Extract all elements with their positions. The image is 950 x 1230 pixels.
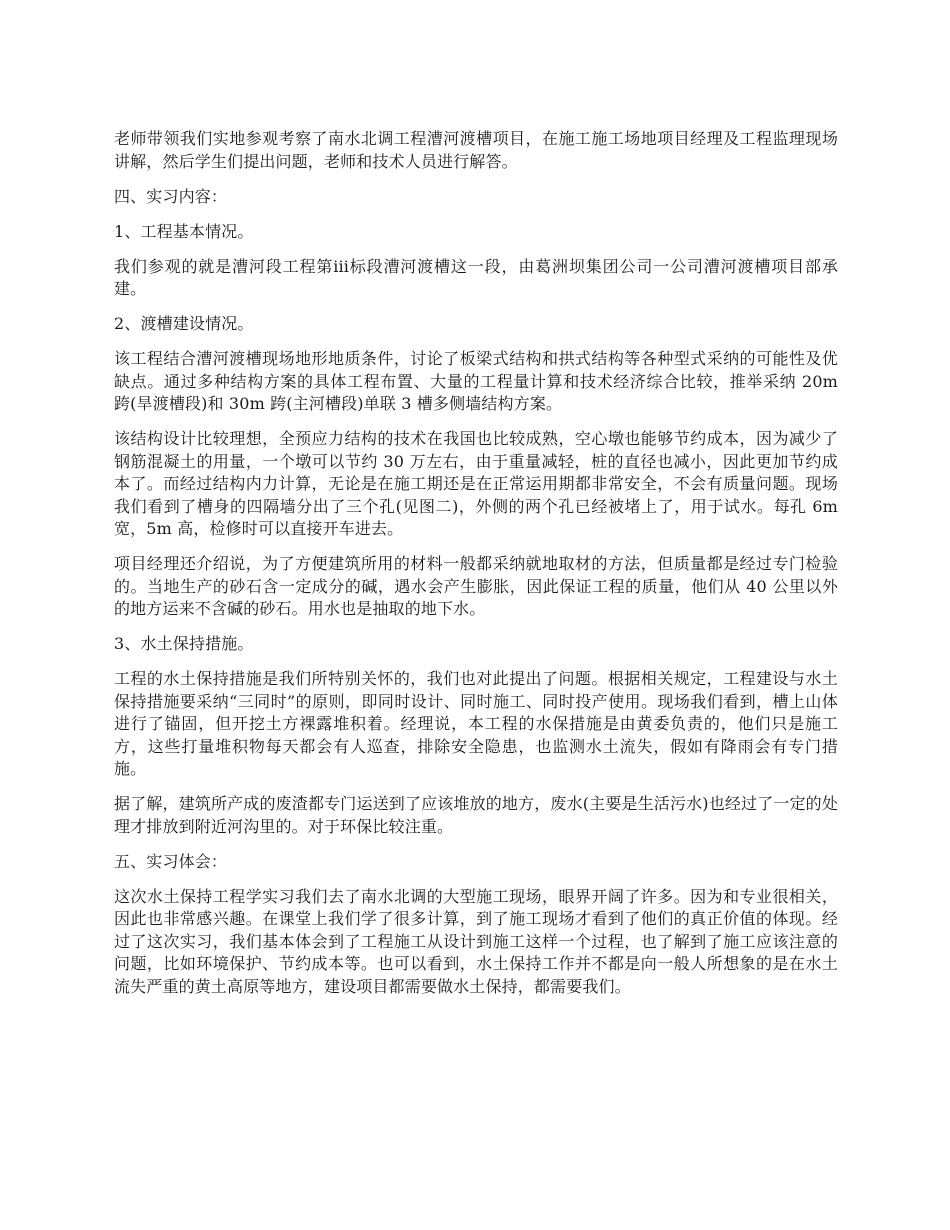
subheading-soil-conservation: 3、水土保持措施。 xyxy=(114,634,254,653)
document-body xyxy=(114,128,838,1011)
paragraph-structure-design: 该结构设计比较理想，全预应力结构的技术在我国也比较成熟，空心墩也能够节约成本，因为减少了钢筋混凝土的用量，一个墩可以节约 30 万左右，由于重量减轻，桩的直径也减小，因此更加节约成本了。而经过结构内力计算，无论是在施工期还是在正常运用期都非常安全，不会有质量问题。现场我们看到了槽身的四隔墙分出了三个孔(见图二)，外侧的两个孔已经被堵上了，用于试水。每孔 6m 宽，5m 高，检修时可以直接开车进去。 xyxy=(114,429,838,538)
paragraph-waste-handling: 据了解，建筑所产成的废渣都专门运送到了应该堆放的地方，废水(主要是生活污水)也经过了一定的处理才排放到附近河沟里的。对于环保比较注重。 xyxy=(114,794,838,836)
paragraph-materials: 项目经理还介绍说，为了方便建筑所用的材料一般都采纳就地取材的方法，但质量都是经过专门检验的。当地生产的砂石含一定成分的碱，遇水会产生膨胀，因此保证工程的质量，他们从 40 公里以外的地方运来不含碱的砂石。用水也是抽取的地下水。 xyxy=(114,554,838,618)
paragraph-soil-conservation: 工程的水土保持措施是我们所特别关怀的，我们也对此提出了问题。根据相关规定，工程建设与水土保持措施要采纳“三同时”的原则，即同时设计、同时施工、同时投产使用。现场我们看到，槽上山体进行了锚固，但开挖土方裸露堆积着。经理说，本工程的水保措施是由黄委负责的，他们只是施工方，这些打量堆积物每天都会有人巡查，排除安全隐患，也监测水土流失，假如有降雨会有专门措施。 xyxy=(114,669,838,778)
section-heading-internship-content: 四、实习内容： xyxy=(114,186,228,206)
section-heading-reflection: 五、实习体会： xyxy=(114,851,228,871)
subheading-aqueduct-construction: 2、渡槽建设情况。 xyxy=(114,314,254,333)
subheading-project-basics: 1、工程基本情况。 xyxy=(114,221,254,241)
paragraph-reflection: 这次水土保持工程学实习我们去了南水北调的大型施工现场，眼界开阔了许多。因为和专业很相关，因此也非常感兴趣。在课堂上我们学了很多计算，到了施工现场才看到了他们的真正价值的体现。经过了这次实习，我们基本体会到了工程施工从设计到施工这样一个过程，也了解到了施工应该注意的问题，比如环境保护、节约成本等。也可以看到，水土保持工作并不都是向一般人所想象的是在水土流失严重的黄土高原等地方，建设项目都需要做水土保持，都需要我们。 xyxy=(114,886,838,996)
paragraph-visit: 老师带领我们实地参观考察了南水北调工程漕河渡槽项目，在施工施工场地项目经理及工程监理现场讲解，然后学生们提出问题，老师和技术人员进行解答。 xyxy=(114,129,838,171)
paragraph-project-basics: 我们参观的就是漕河段工程第iii标段漕河渡槽这一段，由葛洲坝集团公司一公司漕河渡槽项目部承建。 xyxy=(114,256,838,298)
paragraph-structure-options: 该工程结合漕河渡槽现场地形地质条件，讨论了板梁式结构和拱式结构等各种型式采纳的可能性及优缺点。通过多种结构方案的具体工程布置、大量的工程量计算和技术经济综合比较，推举采纳 20m 跨(旱渡槽段)和 30m 跨(主河槽段)单联 3 槽多侧墙结构方案。 xyxy=(114,349,838,413)
